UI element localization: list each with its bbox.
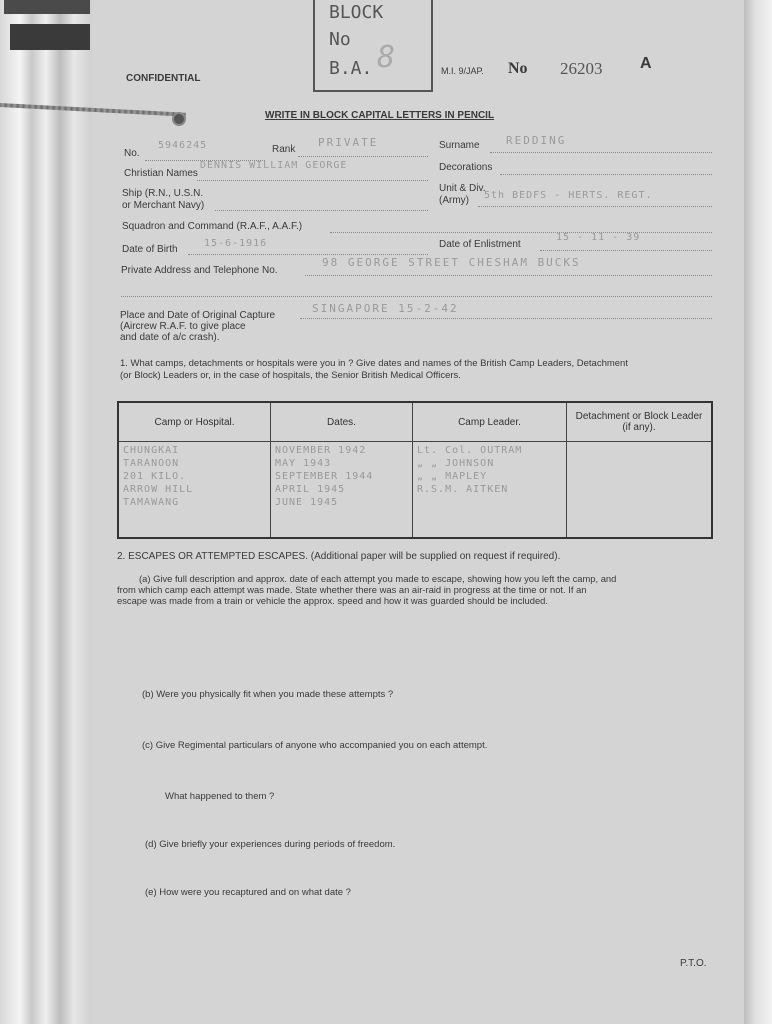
rank-line	[298, 156, 428, 157]
stamp-line1: BLOCK	[329, 2, 384, 23]
address-line	[305, 275, 712, 276]
form-number: 26203	[560, 59, 603, 78]
binder-folder	[0, 0, 92, 1024]
stamp-line3: B.A.	[329, 58, 373, 79]
squadron-line	[330, 232, 712, 233]
unit-value: 5th BEDFS - HERTS. REGT.	[484, 190, 653, 201]
capture-line	[300, 318, 712, 319]
capture-label-2: (Aircrew R.A.F. to give place	[120, 321, 246, 332]
capture-label: Place and Date of Original Capture	[120, 310, 276, 321]
camp-name: 201 KILO.	[123, 471, 187, 482]
question-2b: (b) Were you physically fit when you made these attempts ?	[142, 689, 394, 700]
squadron-label: Squadron and Command (R.A.F., A.A.F.)	[122, 221, 303, 232]
address-line-2	[121, 296, 712, 297]
dob-label: Date of Birth	[122, 244, 178, 255]
form-suffix: A	[640, 55, 652, 72]
question-2e: (e) How were you recaptured and on what date ?	[145, 887, 351, 898]
dates-cell	[271, 442, 413, 539]
question-2d: (d) Give briefly your experiences during periods of freedom.	[145, 839, 396, 850]
rank-label: Rank	[272, 144, 296, 155]
enlistment-line	[540, 250, 712, 251]
stamp-line2: No	[329, 29, 351, 50]
camp-leader: R.S.M. AITKEN	[417, 484, 509, 495]
enlistment-value: 15 - 11 - 39	[556, 232, 641, 243]
stamp-handwritten: 8	[377, 40, 396, 75]
camp-cell	[118, 442, 271, 539]
camp-date: MAY 1943	[275, 458, 332, 469]
decorations-label: Decorations	[439, 162, 493, 173]
camp-name: TARANOON	[123, 458, 180, 469]
mi-reference: M.I. 9/JAP.	[441, 66, 484, 76]
christian-names-line	[197, 180, 428, 181]
surname-line	[490, 152, 712, 153]
camp-name: ARROW HILL	[123, 484, 194, 495]
column-header-dates: Dates.	[271, 402, 413, 442]
page-edge	[744, 0, 772, 1024]
camp-date: NOVEMBER 1942	[275, 445, 367, 456]
question-2c-sub: What happened to them ?	[165, 791, 275, 802]
camps-table	[117, 401, 713, 539]
ship-line	[215, 210, 428, 211]
camp-date: JUNE 1945	[275, 497, 339, 508]
binder-stripe	[10, 24, 90, 50]
question-2a-line2: from which camp each attempt was made. State whether there was an air-raid in progress at the time or not. If an	[117, 584, 587, 595]
instruction-heading: WRITE IN BLOCK CAPITAL LETTERS IN PENCIL	[265, 110, 495, 121]
ship-label: Ship (R.N., U.S.N.	[122, 188, 204, 199]
no-label: No.	[124, 148, 140, 159]
column-header-leader: Camp Leader.	[413, 402, 567, 442]
dob-value: 15-6-1916	[204, 238, 268, 249]
punch-hole	[172, 112, 186, 126]
table-header-row	[118, 402, 712, 442]
leader-cell	[413, 442, 567, 539]
confidential-label: CONFIDENTIAL	[126, 73, 201, 84]
unit-line	[478, 206, 712, 207]
camp-date: APRIL 1945	[275, 484, 346, 495]
detachment-cell	[567, 442, 713, 539]
binder-stripe	[4, 0, 90, 14]
address-value: 98 GEORGE STREET CHESHAM BUCKS	[322, 256, 581, 269]
table-row	[118, 442, 712, 539]
question-2a-line1: (a) Give full description and approx. date of each attempt you made to escape, showing how you left the camp, and	[139, 573, 617, 584]
address-label: Private Address and Telephone No.	[121, 265, 278, 276]
surname-label: Surname	[439, 140, 480, 151]
decorations-line	[500, 174, 712, 175]
camp-name: TAMAWANG	[123, 497, 180, 508]
camp-leader: Lt. Col. OUTRAM	[417, 445, 523, 456]
no-value: 5946245	[158, 140, 208, 151]
christian-names-label: Christian Names	[124, 168, 198, 179]
camp-leader: „ „ MAPLEY	[417, 471, 488, 482]
block-stamp	[313, 0, 433, 92]
camp-date: SEPTEMBER 1944	[275, 471, 374, 482]
surname-value: REDDING	[506, 134, 567, 147]
column-header-camp: Camp or Hospital.	[118, 402, 271, 442]
ship-label-2: or Merchant Navy)	[122, 200, 205, 211]
question-1-line2: (or Block) Leaders or, in the case of hospitals, the Senior British Medical Officers.	[120, 370, 461, 381]
capture-label-3: and date of a/c crash).	[120, 332, 220, 343]
christian-names-value: DENNIS WILLIAM GEORGE	[200, 160, 348, 171]
question-2a	[117, 573, 717, 606]
question-1-line1: 1. What camps, detachments or hospitals were you in ? Give dates and names of the British Camp Leaders, Detachment	[120, 358, 628, 369]
camp-leader: „ „ JOHNSON	[417, 458, 495, 469]
rank-value: PRIVATE	[318, 136, 379, 149]
unit-label-2: (Army)	[439, 195, 469, 206]
enlistment-label: Date of Enlistment	[439, 239, 521, 250]
column-header-detachment: Detachment or Block Leader (if any).	[567, 402, 713, 442]
unit-label: Unit & Div.	[439, 183, 486, 194]
capture-value: SINGAPORE 15-2-42	[312, 302, 459, 315]
camp-name: CHUNGKAI	[123, 445, 180, 456]
question-2c: (c) Give Regimental particulars of anyone who accompanied you on each attempt.	[142, 740, 488, 751]
question-2a-line3: escape was made from a train or vehicle the approx. speed and how it was guarded should be included.	[117, 595, 548, 606]
question-2-heading: 2. ESCAPES OR ATTEMPTED ESCAPES. (Additional paper will be supplied on request if required).	[117, 551, 561, 562]
number-label: No	[508, 60, 528, 77]
pto-label: P.T.O.	[680, 958, 707, 969]
dob-line	[188, 254, 428, 255]
